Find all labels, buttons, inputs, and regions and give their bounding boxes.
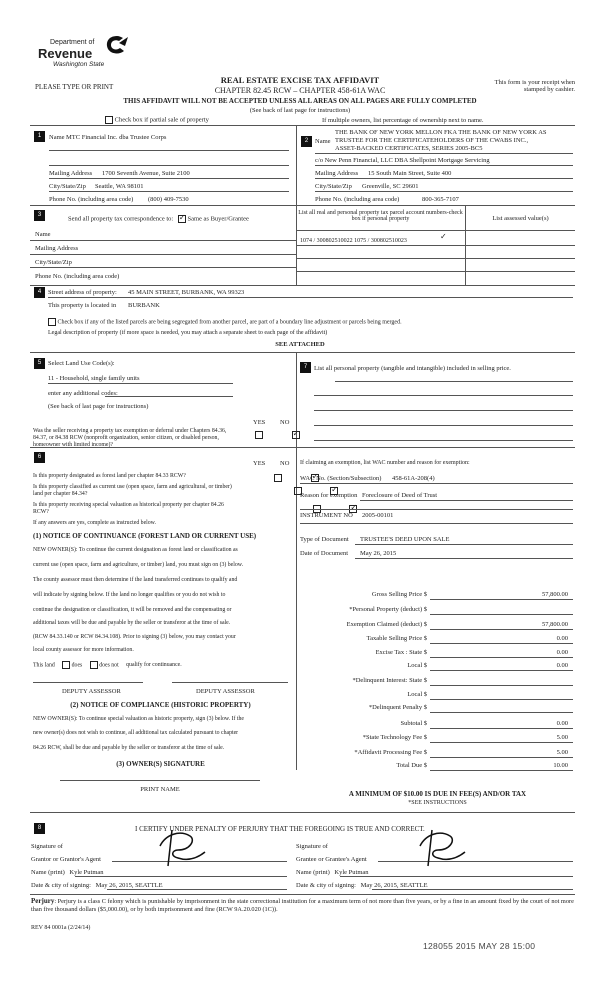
amount-line [430,699,573,700]
amount-line [430,770,573,771]
notice-continuance-line: The county assessor must then determine if the land transferred continues to qualify and [33,577,238,583]
land-use-see-back: (See back of last page for instructions) [48,403,149,410]
name-print-right [296,869,369,876]
seller-phone-label: Phone No. (including area code) [49,196,134,203]
notice-continuance-line: current use (open space, farm and agriculture, or timber) land, you must sign on (3) below. [33,562,244,568]
section-6-number: 6 [34,452,45,463]
dept-line1: Department of [50,39,95,46]
perjury-notice [31,897,576,914]
date-value[interactable]: May 26, 2015, SEATTLE [95,882,163,889]
name-print-value[interactable]: Kyle Putman [69,869,104,876]
buyer-name-line1[interactable]: THE BANK OF NEW YORK MELLON FKA THE BANK OF NEW YORK AS [335,129,547,136]
located-label: This property is located in [48,302,117,309]
see-back: (See back of last page for instructions) [249,107,351,114]
sig-left-label2: Grantor or Grantor's Agent [31,856,101,863]
located-in[interactable]: BURBANK [128,302,160,309]
segregated[interactable] [48,318,402,326]
buyer-phone-label: Phone No. (including area code) [315,196,400,203]
form-number: REV 84 0001a (2/24/14) [31,925,91,931]
amount-line [430,757,573,758]
amount-value[interactable]: 5.00 [556,749,568,756]
sig-left-label1: Signature of [31,843,63,850]
name-print-value[interactable]: Kyle Putman [334,869,369,876]
form-title: REAL ESTATE EXCISE TAX AFFIDAVIT [220,75,380,85]
section5-no: NO [280,419,290,426]
parcel-check-icon: ✓ [440,232,447,241]
amount-value[interactable]: 57,800.00 [542,591,568,598]
land-use-code[interactable]: 11 - Household, single family units [48,375,140,382]
personal-property-label: List all personal property (tangible and intangible) included in selling price. [314,365,511,372]
amount-label: *Affidavit Processing Fee $ [354,749,427,756]
send-correspondence [68,215,249,223]
see-attached: SEE ATTACHED [275,341,325,348]
reason[interactable]: Foreclosure of Deed of Trust [362,492,438,499]
cashier-stamp: 128055 2015 MAY 28 15:00 [423,941,536,951]
amount-label: *Delinquent Interest: State $ [352,677,427,684]
owner-signature-title: (3) OWNER(S) SIGNATURE [116,760,205,768]
section-5-number: 5 [34,358,45,369]
amount-value[interactable]: 0.00 [556,720,568,727]
section-4-number: 4 [34,287,45,298]
reason-label: Reason for exemption [300,492,358,499]
instrument-label: INSTRUMENT NO [300,512,353,519]
multiple-owners: If multiple owners, list percentage of ownership next to name. [322,117,484,124]
partial-sale-checkbox[interactable] [105,116,113,124]
notice-continuance-line: (RCW 84.33.140 or RCW 84.34.108). Prior to signing (3) below, you may contact your [33,634,236,640]
amount-value[interactable]: 57,800.00 [542,621,568,628]
buyer-mailing[interactable]: 15 South Main Street, Suite 400 [368,170,452,177]
notice-continuance-title: (1) NOTICE OF CONTINUANCE (FOREST LAND OR CURRENT USE) [33,532,257,540]
seller-city[interactable]: Seattle, WA 98101 [95,183,144,190]
doc-type-label: Type of Document [300,536,349,543]
doc-date[interactable]: May 26, 2015 [360,550,397,557]
amount-label: *Personal Property (deduct) $ [349,606,427,613]
send-correspondence-label: Send all property tax correspondence to: [68,215,174,223]
amount-label: Local $ [407,691,427,698]
amount-value[interactable]: 0.00 [556,649,568,656]
section6-no: NO [280,460,290,467]
receipt-note: This form is your receipt when stamped by cashier. [494,79,575,93]
does-checkbox[interactable] [62,661,70,669]
land-use-label: Select Land Use Code(s): [48,360,115,367]
assessed-header: List assessed value(s) [492,215,549,222]
amount-value[interactable]: 0.00 [556,662,568,669]
name-print-label: Name (print) [296,869,330,876]
section-2-number: 2 [301,136,312,147]
amount-value[interactable]: 0.00 [556,635,568,642]
seller-phone[interactable]: (800) 409-7530 [148,196,189,203]
dor-logo [38,34,138,72]
buyer-name-line3[interactable]: ASSET-BACKED CERTIFICATES, SERIES 2005-BC5 [335,145,483,152]
dept-line2: Revenue [38,46,93,61]
amount-line [430,728,573,729]
amount-value[interactable]: 5.00 [556,734,568,741]
amount-line [430,742,573,743]
buyer-mailing-label: Mailing Address [315,170,359,177]
notice-continuance-line: local county assessor for more information. [33,647,134,653]
amount-label: *State Technology Fee $ [362,734,427,741]
section3-name-label: Name [35,231,51,238]
sig-right-label1: Signature of [296,843,328,850]
same-as-buyer-label: Same as Buyer/Grantee [187,215,249,223]
name-print-left [31,869,104,876]
parcels[interactable]: 1074 / 300802510022 1075 / 300802510023 [300,238,407,244]
if-yes-note: If any answers are yes, complete as instructed below. [33,520,156,526]
date-left [31,882,163,889]
notice-continuance-line: NEW OWNER(S): To continue the current designation as forest land or classification as [33,547,238,553]
amount-label: Subtotal $ [400,720,427,727]
additional-codes: enter any additional codes: [48,390,118,397]
dor-logo-icon [104,34,130,56]
amount-label: Exemption Claimed (deduct) $ [346,621,427,628]
amount-label: Taxable Selling Price $ [366,635,427,642]
qualify-label: qualify for continuance. [126,662,182,669]
historic-question: Is this property receiving special valuation as historical property per chapter 84.26 RCW? [33,502,224,515]
amount-line [430,614,573,615]
section-8-number: 8 [34,823,45,834]
notice-continuance-line: additional taxes will be due and payable by the seller or transferor at the time of sale. [33,620,231,626]
same-as-buyer-checkbox[interactable] [178,215,186,223]
sig-right-label2: Grantee or Grantee's Agent [296,856,367,863]
warning: THIS AFFIDAVIT WILL NOT BE ACCEPTED UNLESS ALL AREAS ON ALL PAGES ARE FULLY COMPLETED [123,97,477,105]
seller-mailing[interactable]: 1700 Seventh Avenue, Suite 2100 [102,170,190,177]
deferral-no-checkbox[interactable] [292,431,300,439]
amount-label: *Delinquent Penalty $ [368,704,427,711]
section3-phone-label: Phone No. (including area code) [35,273,120,280]
wac-label: WAC No. (Section/Subsection) [300,475,382,482]
certify-statement: I CERTIFY UNDER PENALTY OF PERJURY THAT THE FOREGOING IS TRUE AND CORRECT. [135,825,425,833]
buyer-city-label: City/State/Zip [315,183,352,190]
deputy-assessor-2: DEPUTY ASSESSOR [196,688,255,695]
notice-compliance-line: NEW OWNER(S): To continue special valuation as historic property, sign (3) below. If the [33,716,244,722]
deferral-yes-checkbox[interactable] [255,431,263,439]
section6-yes: YES [253,460,266,467]
date-label: Date & city of signing: [296,882,356,889]
does-label: does [71,662,83,669]
amount-label: Excise Tax : State $ [375,649,427,656]
amount-label: Local $ [407,662,427,669]
partial-sale[interactable] [105,116,209,124]
amount-label: Gross Selling Price $ [371,591,427,598]
amount-line [430,670,573,671]
date-label: Date & city of signing: [31,882,91,889]
street-label: Street address of property: [48,289,117,296]
notice-continuance-line: will indicate by signing below. If the land no longer qualifies or you do not wish to [33,592,226,598]
section-7-number: 7 [300,362,311,373]
seller-name[interactable]: MTC Financial Inc. dba Trustee Corps [66,134,167,141]
forest-yes-checkbox[interactable] [274,474,282,482]
minimum-due: A MINIMUM OF $10.00 IS DUE IN FEE(S) AND/OR TAX [348,790,527,798]
amount-line [430,657,573,658]
grantee-signature-icon [410,826,470,868]
does-not-checkbox[interactable] [90,661,98,669]
exemption-header: If claiming an exemption, list WAC number and reason for exemption: [300,460,470,466]
this-land [33,661,182,669]
form-chapters: CHAPTER 82.45 RCW – CHAPTER 458-61A WAC [214,86,386,95]
amount-value[interactable]: 10.00 [553,762,568,769]
doc-date-label: Date of Document [300,550,349,557]
dept-line3: Washington State [53,61,105,68]
date-right [296,882,428,889]
section-3-number: 3 [34,210,45,221]
notice-compliance-title: (2) NOTICE OF COMPLIANCE (HISTORIC PROPERTY) [70,701,251,709]
section3-city-label: City/State/Zip [35,259,72,266]
amount-line [430,685,573,686]
section3-mailing-label: Mailing Address [35,245,79,252]
amount-line [430,629,573,630]
doc-type[interactable]: TRUSTEE'S DEED UPON SALE [360,536,450,543]
this-land-label: This land [33,662,55,669]
wac-number[interactable]: 458-61A-208(4) [392,475,435,482]
perjury-text: : Perjury is a class C felony which is punishable by imprisonment in the state correctional institution for a maximum term of not more than five years, or by a fine in an amount fixed by the court of not more than five thousand dollars ($5,000.00), or by both imprisonment and fine (RCW 9A.20.020 (1C)). [31,898,574,913]
grantor-signature-icon [150,826,210,868]
seller-city-label: City/State/Zip [49,183,86,190]
partial-sale-label: Check box if partial sale of property [114,116,209,124]
street-address[interactable]: 45 MAIN STREET, BURBANK, WA 99323 [128,289,245,296]
current-use-question: Is this property classified as current use (open space, farm and agricultural, or timber) land per chapter 84.34? [33,484,232,497]
section5-yes: YES [253,419,266,426]
segregated-checkbox[interactable] [48,318,56,326]
legal-label: Legal description of property (if more space is needed, you may attach a separate sheet to each page of the affidavit) [48,330,328,336]
section-1-number: 1 [34,131,45,142]
segregated-label: Check box if any of the listed parcels are being segregated from another parcel, are part of a boundary line adjustment or parcels being merged. [57,319,402,326]
deputy-assessor-1: DEPUTY ASSESSOR [62,688,121,695]
please-type: PLEASE TYPE OR PRINT [35,83,114,91]
parcel-header: List all real and personal property tax parcel account numbers-check box if personal property [298,210,463,222]
perjury-bold: Perjury [31,897,55,905]
amount-line [430,712,573,713]
buyer-phone[interactable]: 800-365-7107 [422,196,459,203]
amount-line [430,599,573,600]
date-value[interactable]: May 26, 2015, SEATTLE [360,882,428,889]
buyer-name-line4[interactable]: c/o New Penn Financial, LLC DBA Shellpoint Mortgage Servicing [315,157,490,164]
buyer-name-label: Name [315,138,331,145]
notice-compliance-line: new owner(s) does not wish to continue, all additional tax calculated pursuant to chapter [33,730,239,736]
deferral-question: Was the seller receiving a property tax exemption or deferral under Chapters 84.36, 84.37, or 84.38 RCW (nonprofit organization, senior citizen, or disabled person, homeowner with limited income)? [33,428,227,448]
amount-label: Total Due $ [396,762,427,769]
seller-mailing-label: Mailing Address [49,170,93,177]
forest-question: Is this property designated as forest land per chapter 84.33 RCW? [33,473,186,479]
buyer-city[interactable]: Greenville, SC 29601 [362,183,419,190]
print-name-label: PRINT NAME [140,786,180,793]
amount-line [430,643,573,644]
buyer-name-line2[interactable]: TRUSTEE FOR THE CERTIFICATEHOLDERS OF THE CWABS INC., [335,137,529,144]
does-not-label: does not [99,662,119,669]
notice-continuance-line: continue the designation or classification, it will be removed and the compensating or [33,607,232,613]
name-print-label: Name (print) [31,869,65,876]
see-instructions: *SEE INSTRUCTIONS [408,800,467,806]
notice-compliance-line: 84.26 RCW, shall be due and payable by the seller or transferor at the time of sale. [33,745,225,751]
instrument-no[interactable]: 2005-00101 [362,512,394,519]
seller-name-label: Name [49,134,65,141]
